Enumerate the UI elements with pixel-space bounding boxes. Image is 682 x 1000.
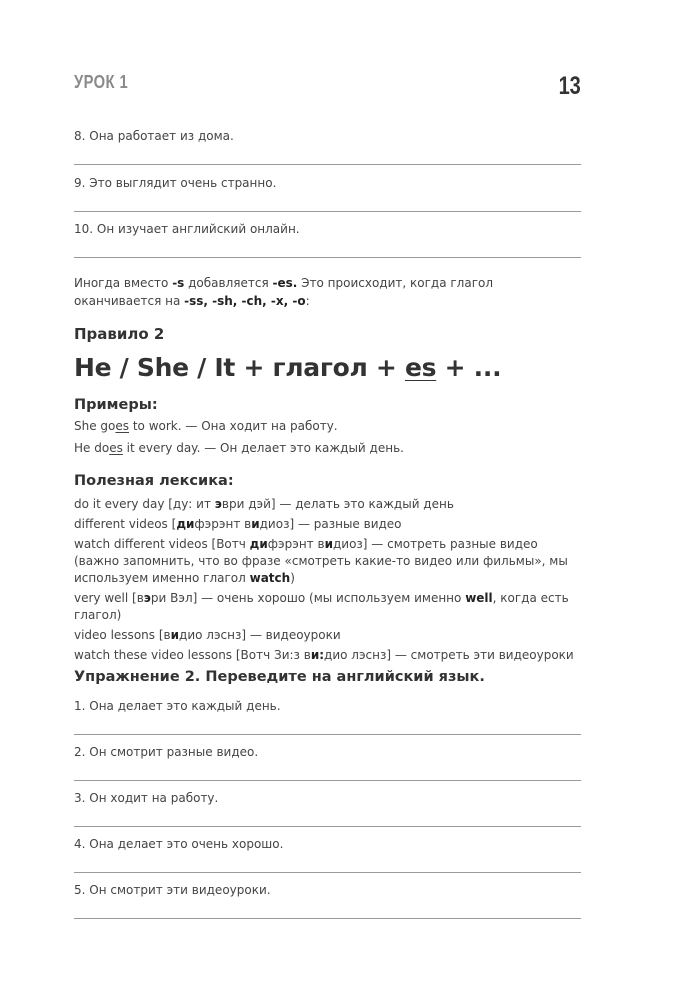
exercise-item-text: 5. Он смотрит эти видеоуроки. <box>74 883 271 897</box>
rule-formula <box>74 353 501 382</box>
example-text: She go <box>74 419 116 433</box>
lesson-header: УРОК 1 <box>74 72 129 92</box>
formula-underlined: es <box>404 353 437 382</box>
vocabulary-text: диоз] — разные видео <box>259 517 402 531</box>
exercise-item-text: 3. Он ходит на работу. <box>74 791 219 805</box>
answer-line[interactable] <box>74 257 581 258</box>
intro-text: : <box>305 294 310 308</box>
formula-text: + ... <box>436 353 502 382</box>
exercise-item-text: 9. Это выглядит очень странно. <box>74 176 277 190</box>
intro-paragraph <box>74 274 584 310</box>
answer-line[interactable] <box>74 872 581 873</box>
example-text: He do <box>74 441 110 455</box>
answer-line[interactable] <box>74 826 581 827</box>
stress-mark: и: <box>310 648 325 662</box>
vocabulary-text: watch these video lessons [Вотч Зи:з в <box>74 648 311 662</box>
rule-label: Правило 2 <box>74 325 165 343</box>
example-text: to work. — Она ходит на работу. <box>129 419 338 433</box>
stress-mark: ди <box>249 537 268 551</box>
answer-line[interactable] <box>74 211 581 212</box>
intro-bold: -es. <box>272 276 298 290</box>
vocabulary-title: Полезная лексика: <box>74 473 234 489</box>
vocabulary-text: , когда есть глагол) <box>74 591 569 622</box>
intro-bold: -ss, -sh, -ch, -x, -o <box>184 294 306 308</box>
vocabulary-text: ) <box>290 571 295 585</box>
page-number: 13 <box>558 72 581 100</box>
vocabulary-text: дио лэснз] — смотреть эти видеоуроки <box>324 648 574 662</box>
exercise2-title: Упражнение 2. Переведите на английский язык. <box>74 669 485 685</box>
example-text: it every day. — Он делает это каждый день. <box>122 441 404 455</box>
example-underlined: es <box>109 441 123 455</box>
example-line <box>74 419 338 433</box>
vocabulary-list <box>74 496 586 667</box>
examples-title: Примеры: <box>74 397 158 413</box>
answer-line[interactable] <box>74 918 581 919</box>
vocabulary-item <box>74 590 586 624</box>
vocabulary-item <box>74 496 586 513</box>
exercise-item-text: 4. Она делает это очень хорошо. <box>74 837 284 851</box>
stress-mark: ди <box>176 517 195 531</box>
vocabulary-text: дио лэснз] — видеоуроки <box>179 628 341 642</box>
answer-line[interactable] <box>74 780 581 781</box>
exercise-item-text: 8. Она работает из дома. <box>74 129 234 143</box>
stress-mark: э <box>143 591 151 605</box>
vocabulary-item <box>74 516 586 533</box>
vocabulary-text: фэрэнт в <box>267 537 325 551</box>
vocabulary-text: video lessons [в <box>74 628 171 642</box>
stress-mark: и <box>324 537 333 551</box>
vocabulary-item <box>74 536 586 587</box>
exercise-item-text: 1. Она делает это каждый день. <box>74 699 281 713</box>
vocabulary-text: watch different videos [Вотч <box>74 537 250 551</box>
stress-mark: well <box>465 591 493 605</box>
stress-mark: э <box>214 497 222 511</box>
stress-mark: и <box>251 517 260 531</box>
intro-text: Это происходит, когда глагол оканчивается на <box>74 276 494 308</box>
answer-line[interactable] <box>74 164 581 165</box>
vocabulary-text: do it every day [ду: ит <box>74 497 215 511</box>
vocabulary-item <box>74 627 586 644</box>
vocabulary-text: фэрэнт в <box>194 517 252 531</box>
vocabulary-text: very well [в <box>74 591 144 605</box>
vocabulary-text: диоз] — смотреть разные видео (важно запомнить, что во фразе «смотреть какие-то видео или фильмы», мы используем именно глагол <box>74 537 568 585</box>
answer-line[interactable] <box>74 734 581 735</box>
vocabulary-item <box>74 647 586 664</box>
vocabulary-text: ври дэй] — делать это каждый день <box>221 497 454 511</box>
exercise-item-text: 10. Он изучает английский онлайн. <box>74 222 300 236</box>
vocabulary-text: different videos [ <box>74 517 177 531</box>
vocabulary-text: ри Вэл] — очень хорошо (мы используем именно <box>150 591 466 605</box>
example-underlined: es <box>115 419 130 433</box>
exercise-item-text: 2. Он смотрит разные видео. <box>74 745 259 759</box>
formula-text: He / She / It + глагол + <box>74 353 405 382</box>
stress-mark: и <box>170 628 180 642</box>
intro-bold: -s <box>172 276 185 290</box>
stress-mark: watch <box>249 571 291 585</box>
intro-text: Иногда вместо <box>74 276 173 290</box>
example-line <box>74 441 404 455</box>
intro-text: добавляется <box>184 276 273 290</box>
